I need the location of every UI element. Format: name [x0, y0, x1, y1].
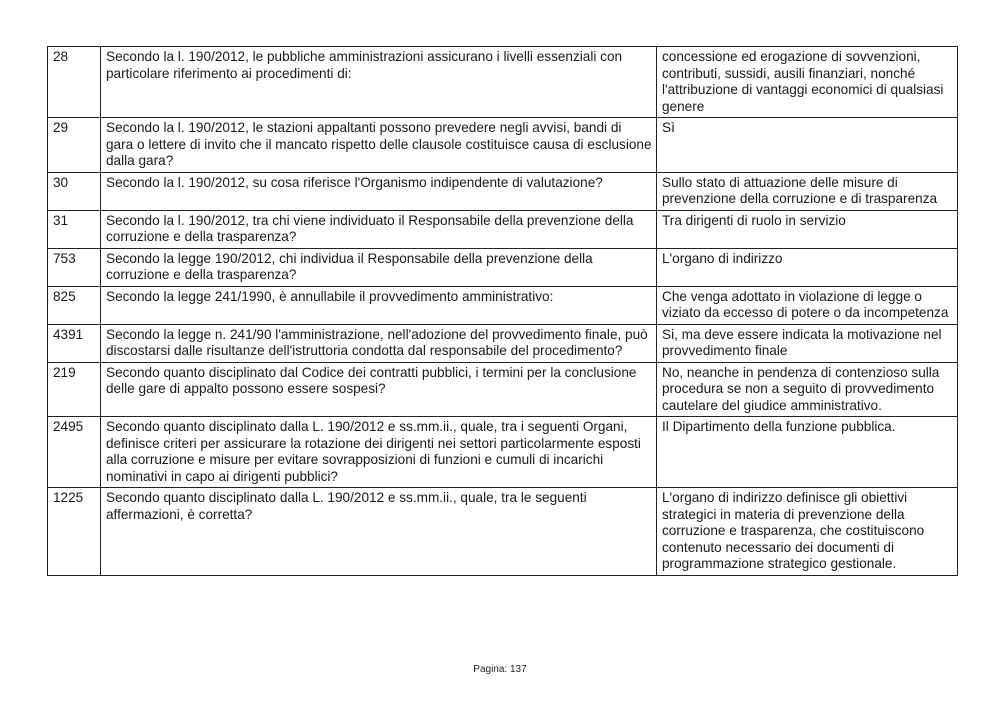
question-id: 2495 — [48, 417, 101, 488]
table-row — [48, 417, 958, 488]
question-id: 29 — [48, 118, 101, 173]
answer-text: concessione ed erogazione di sovvenzioni, contributi, sussidi, ausili finanziari, nonché l'attribuzione di vantaggi economici di qualsiasi genere — [657, 47, 958, 118]
table-row — [48, 488, 958, 576]
question-id: 4391 — [48, 324, 101, 362]
question-id: 219 — [48, 362, 101, 417]
question-id: 753 — [48, 248, 101, 286]
answer-text: Si, ma deve essere indicata la motivazione nel provvedimento finale — [657, 324, 958, 362]
table-row — [48, 47, 958, 118]
question-text: Secondo quanto disciplinato dalla L. 190/2012 e ss.mm.ii., quale, tra le seguenti affermazioni, è corretta? — [101, 488, 657, 576]
answer-text: Sì — [657, 118, 958, 173]
table-row — [48, 248, 958, 286]
question-id: 31 — [48, 210, 101, 248]
table-row — [48, 210, 958, 248]
quiz-table — [47, 46, 958, 576]
answer-text: Tra dirigenti di ruolo in servizio — [657, 210, 958, 248]
table-row — [48, 362, 958, 417]
question-text: Secondo la l. 190/2012, le pubbliche amministrazioni assicurano i livelli essenziali con particolare riferimento ai procedimenti di: — [101, 47, 657, 118]
question-id: 1225 — [48, 488, 101, 576]
table-row — [48, 172, 958, 210]
answer-text: L'organo di indirizzo — [657, 248, 958, 286]
question-text: Secondo quanto disciplinato dalla L. 190/2012 e ss.mm.ii., quale, tra i seguenti Organi, definisce criteri per assicurare la rotazione dei dirigenti nei settori particolarmente esposti alla corruzione e misure per evitare sovrapposizioni di funzioni e cumuli di incarichi nominativi in capo ai dirigenti pubblici? — [101, 417, 657, 488]
answer-text: No, neanche in pendenza di contenzioso sulla procedura se non a seguito di provvedimento cautelare del giudice amministrativo. — [657, 362, 958, 417]
question-id: 28 — [48, 47, 101, 118]
table-row — [48, 286, 958, 324]
question-text: Secondo quanto disciplinato dal Codice dei contratti pubblici, i termini per la conclusione delle gare di appalto possono essere sospesi? — [101, 362, 657, 417]
question-text: Secondo la l. 190/2012, le stazioni appaltanti possono prevedere negli avvisi, bandi di gara o lettere di invito che il mancato rispetto delle clausole costituisce causa di esclusione dalla gara? — [101, 118, 657, 173]
answer-text: Che venga adottato in violazione di legge o viziato da eccesso di potere o da incompetenza — [657, 286, 958, 324]
answer-text: L'organo di indirizzo definisce gli obiettivi strategici in materia di prevenzione della corruzione e trasparenza, che costituiscono contenuto necessario dei documenti di programmazione strategico gestionale. — [657, 488, 958, 576]
table-row — [48, 118, 958, 173]
question-text: Secondo la l. 190/2012, su cosa riferisce l'Organismo indipendente di valutazione? — [101, 172, 657, 210]
table-row — [48, 324, 958, 362]
answer-text: Il Dipartimento della funzione pubblica. — [657, 417, 958, 488]
question-text: Secondo la legge n. 241/90 l'amministrazione, nell'adozione del provvedimento finale, può discostarsi dalle risultanze dell'istruttoria condotta dal responsabile del procedimento? — [101, 324, 657, 362]
question-id: 825 — [48, 286, 101, 324]
answer-text: Sullo stato di attuazione delle misure di prevenzione della corruzione e di trasparenza — [657, 172, 958, 210]
question-text: Secondo la legge 190/2012, chi individua il Responsabile della prevenzione della corruzione e della trasparenza? — [101, 248, 657, 286]
question-id: 30 — [48, 172, 101, 210]
page-number: Pagina: 137 — [473, 664, 527, 675]
question-text: Secondo la l. 190/2012, tra chi viene individuato il Responsabile della prevenzione della corruzione e della trasparenza? — [101, 210, 657, 248]
question-text: Secondo la legge 241/1990, è annullabile il provvedimento amministrativo: — [101, 286, 657, 324]
